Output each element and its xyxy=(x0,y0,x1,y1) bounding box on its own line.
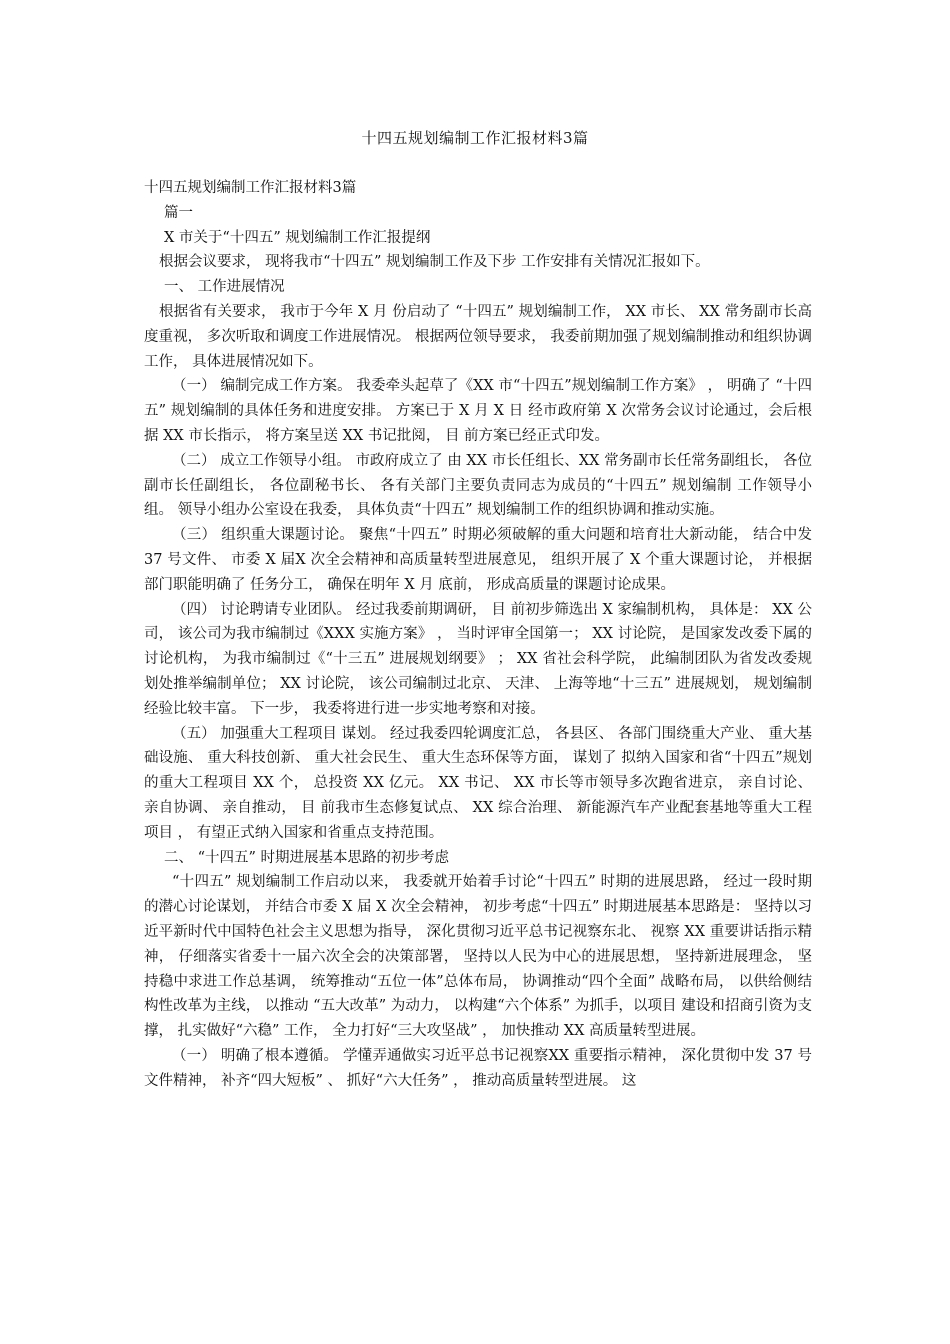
body-paragraph: （二） 成立工作领导小组。 市政府成立了 由 XX 市长任组长、XX 常务副市长任常务副组长， 各位副市长任副组长， 各位副秘书长、 各有关部门主要负责同志为成员的“十四五” 规划编制 工作领导小组。 领导小组办公室设在我委， 具体负责“十四五” 规划编制工作的组织协调和推动实施。 xyxy=(144,452,812,519)
body-paragraph: 根据省有关要求， 我市于今年 X 月 份启动了 “十四五” 规划编制工作， XX 市长、 XX 常务副市长高度重视， 多次听取和调度工作进展情况。 根据两位领导要求， 我委前期加强了规划编制推动和组织协调工作， 具体进展情况如下。 xyxy=(144,303,812,370)
body-paragraph: 篇一 xyxy=(164,204,193,221)
body-paragraph: （三） 组织重大课题讨论。 聚焦“十四五” 时期必须破解的重大问题和培育壮大新动能， 结合中发 37 号文件、 市委 X 届X 次全会精神和高质量转型进展意见， 组织开展了 X 个重大课题讨论， 并根据部门职能明确了 任务分工， 确保在明年 X 月 底前， 形成高质量的课题讨论成果。 xyxy=(144,527,812,593)
body-paragraph: （一） 明确了根本遵循。 学懂弄通做实习近平总书记视察XX 重要指示精神， 深化贯彻中发 37 号文件精神， 补齐“四大短板” 、 抓好“六大任务” ， 推动高质量转型进展。 这 xyxy=(144,1047,812,1089)
document-subtitle: 十四五规划编制工作汇报材料3篇 xyxy=(144,180,357,196)
body-paragraph: 二、 “十四五” 时期进展基本思路的初步考虑 xyxy=(164,849,450,866)
body-paragraph: （四） 讨论聘请专业团队。 经过我委前期调研， 目 前初步筛选出 X 家编制机构， 具体是： XX 公司， 该公司为我市编制过《XXX 实施方案》 ， 当时评审全国第一； XX 讨论院， 是国家发改委下属的讨论机构， 为我市编制过《“十三五” 进展规划纲要》 ； XX 省社会科学院， 此编制团队为省发改委规划处推举编制单位； XX 讨论院， 该公司编制过北京、 天津、 上海等地“十三五” 进展规划， 规划编制经验比较丰富。 下一步， 我委将进行进一步实地考察和对接。 xyxy=(144,601,812,717)
body-paragraph: X 市关于“十四五” 规划编制工作汇报提纲 xyxy=(164,229,431,246)
body-paragraph: （一） 编制完成工作方案。 我委牵头起草了《XX 市“十四五”规划编制工作方案》 ， 明确了 “十四五” 规划编制的具体任务和进度安排。 方案已于 X 月 X 日 经市政府第 X 次常务会议讨论通过，会后根据 XX 市长指示， 将方案呈送 XX 书记批阅， 目 前方案已经正式印发。 xyxy=(144,378,812,444)
document-title: 十四五规划编制工作汇报材料3篇 xyxy=(361,129,589,147)
document-body xyxy=(144,176,812,1093)
body-paragraph: “十四五” 规划编制工作启动以来， 我委就开始着手讨论“十四五” 时期的进展思路， 经过一段时期的潜心讨论谋划， 并结合市委 X 届 X 次全会精神， 初步考虑“十四五” 时期进展基本思路是： 坚持以习近平新时代中国特色社会主义思想为指导， 深化贯彻习近平总书记视察东北、 视察 XX 重要讲话指示精神， 仔细落实省委十一届六次全会的决策部署， 坚持以人民为中心的进展思想， 坚持新进展理念， 坚持稳中求进工作总基调， 统筹推动“五位一体”总体布局， 协调推动“四个全面” 战略布局， 以供给侧结构性改革为主线， 以推动 “五大改革” 为动力， 以构建“六个体系” 为抓手，以项目 建设和招商引资为支撑， 扎实做好“六稳” 工作， 全力打好“三大攻坚战” ， 加快推动 XX 高质量转型进展。 xyxy=(144,874,812,1040)
body-paragraph: （五） 加强重大工程项目 谋划。 经过我委四轮调度汇总， 各县区、 各部门围绕重大产业、 重大基础设施、 重大科技创新、 重大社会民生、 重大生态环保等方面， 谋划了 拟纳入国家和省“十四五”规划的重大工程项目 XX 个， 总投资 XX 亿元。 XX 书记、 XX 市长等市领导多次跑省进京， 亲自讨论、 亲自协调、 亲自推动， 目 前我市生态修复试点、 XX 综合治理、 新能源汽车产业配套基地等重大工程项目 ， 有望正式纳入国家和省重点支持范围。 xyxy=(144,725,812,841)
body-paragraph: 一、 工作进展情况 xyxy=(164,279,285,296)
body-paragraph: 根据会议要求， 现将我市“十四五” 规划编制工作及下步 工作安排有关情况汇报如下。 xyxy=(159,254,710,271)
